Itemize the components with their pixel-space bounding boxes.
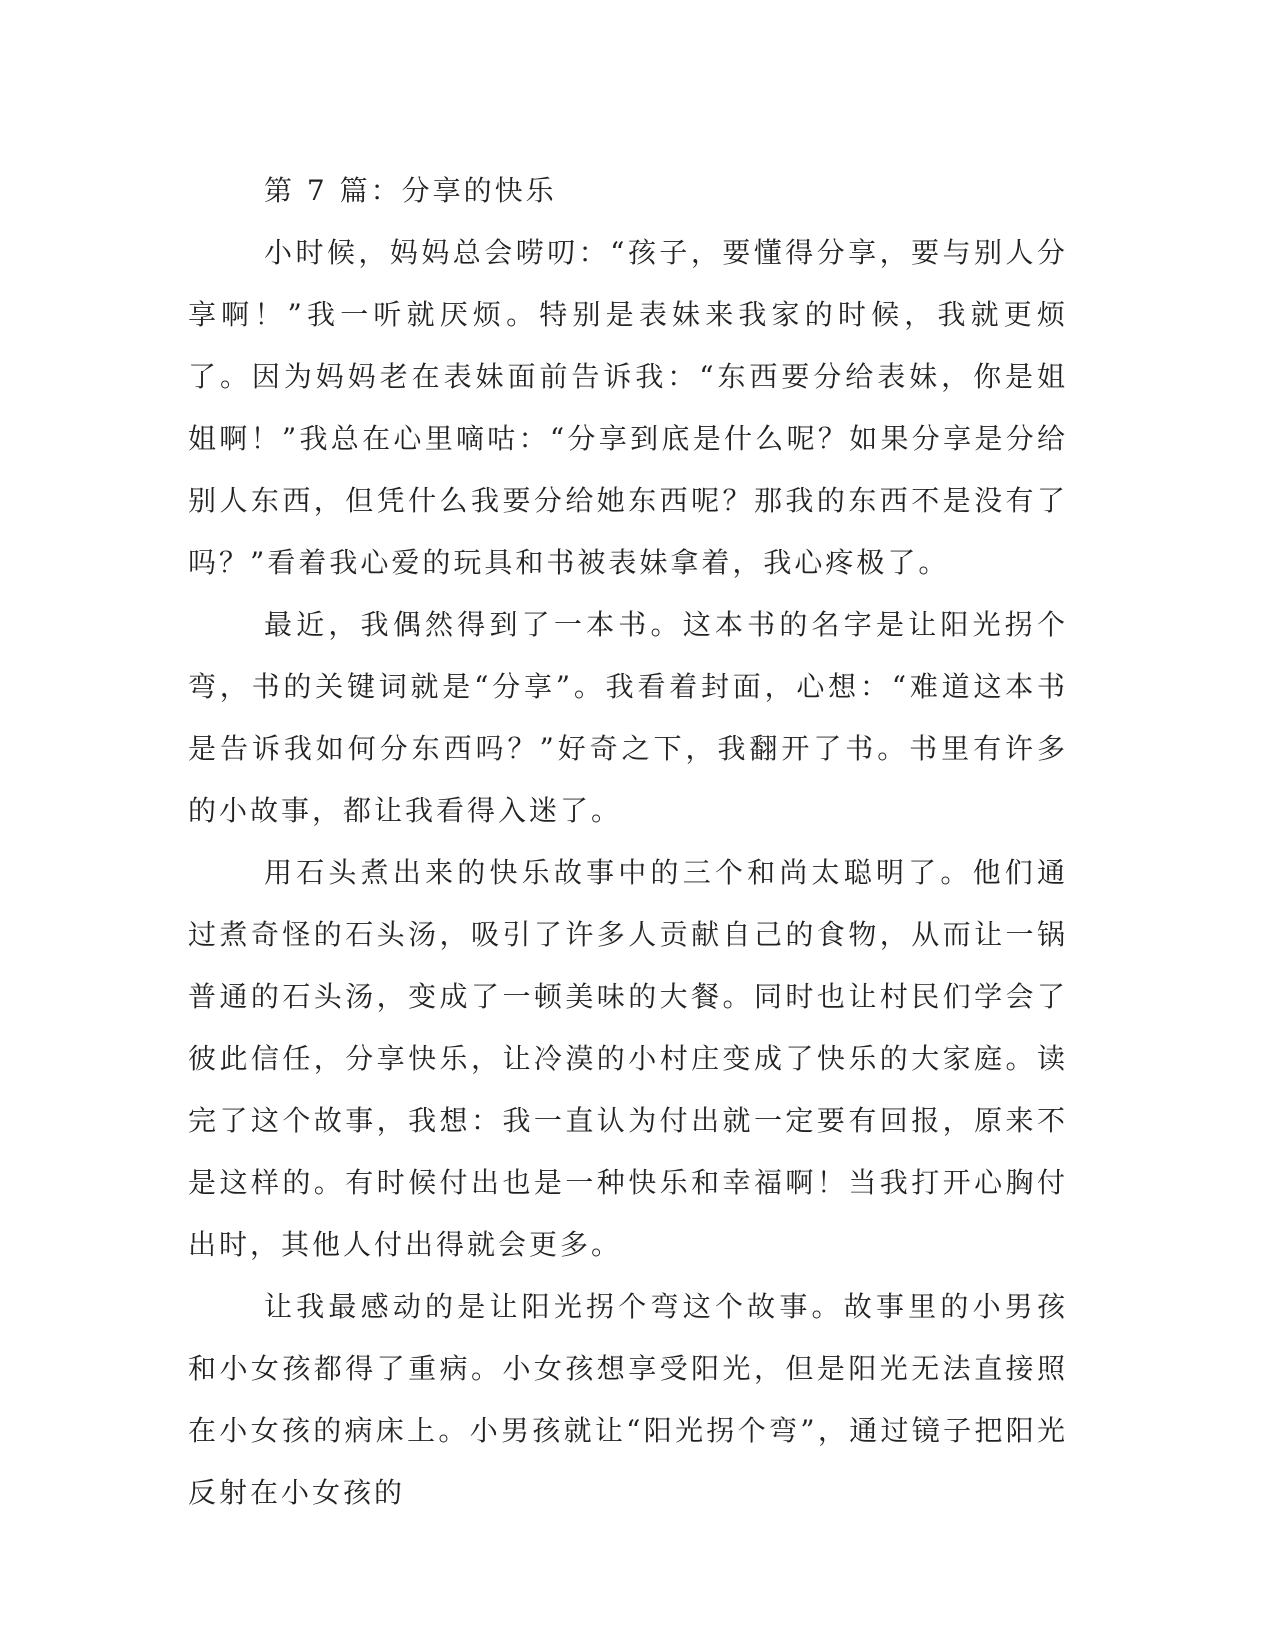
paragraph-3: 用石头煮出来的快乐故事中的三个和尚太聪明了。他们通过煮奇怪的石头汤，吸引了许多人贡献自己的食物，从而让一锅普通的石头汤，变成了一顿美味的大餐。同时也让村民们学会了彼此信任，分享快乐，让冷漠的小村庄变成了快乐的大家庭。读完了这个故事，我想：我一直认为付出就一定要有回报，原来不是这样的。有时候付出也是一种快乐和幸福啊！当我打开心胸付出时，其他人付出得就会更多。 [188,856,1068,1261]
paragraph-2: 最近，我偶然得到了一本书。这本书的名字是让阳光拐个弯，书的关键词就是“分享”。我看着封面，心想：“难道这本书是告诉我如何分东西吗？”好奇之下，我翻开了书。书里有许多的小故事，都让我看得入迷了。 [188,608,1068,827]
document-title: 第 7 篇：分享的快乐 [264,174,557,207]
paragraph-1: 小时候，妈妈总会唠叨：“孩子，要懂得分享，要与别人分享啊！”我一听就厌烦。特别是表妹来我家的时候，我就更烦了。因为妈妈老在表妹面前告诉我：“东西要分给表妹，你是姐姐啊！”我总在心里嘀咕：“分享到底是什么呢？如果分享是分给别人东西，但凭什么我要分给她东西呢？那我的东西不是没有了吗？”看着我心爱的玩具和书被表妹拿着，我心疼极了。 [188,236,1068,579]
document-body [188,160,1068,1524]
paragraph-4: 让我最感动的是让阳光拐个弯这个故事。故事里的小男孩和小女孩都得了重病。小女孩想享受阳光，但是阳光无法直接照在小女孩的病床上。小男孩就让“阳光拐个弯”，通过镜子把阳光反射在小女孩的 [188,1290,1068,1509]
